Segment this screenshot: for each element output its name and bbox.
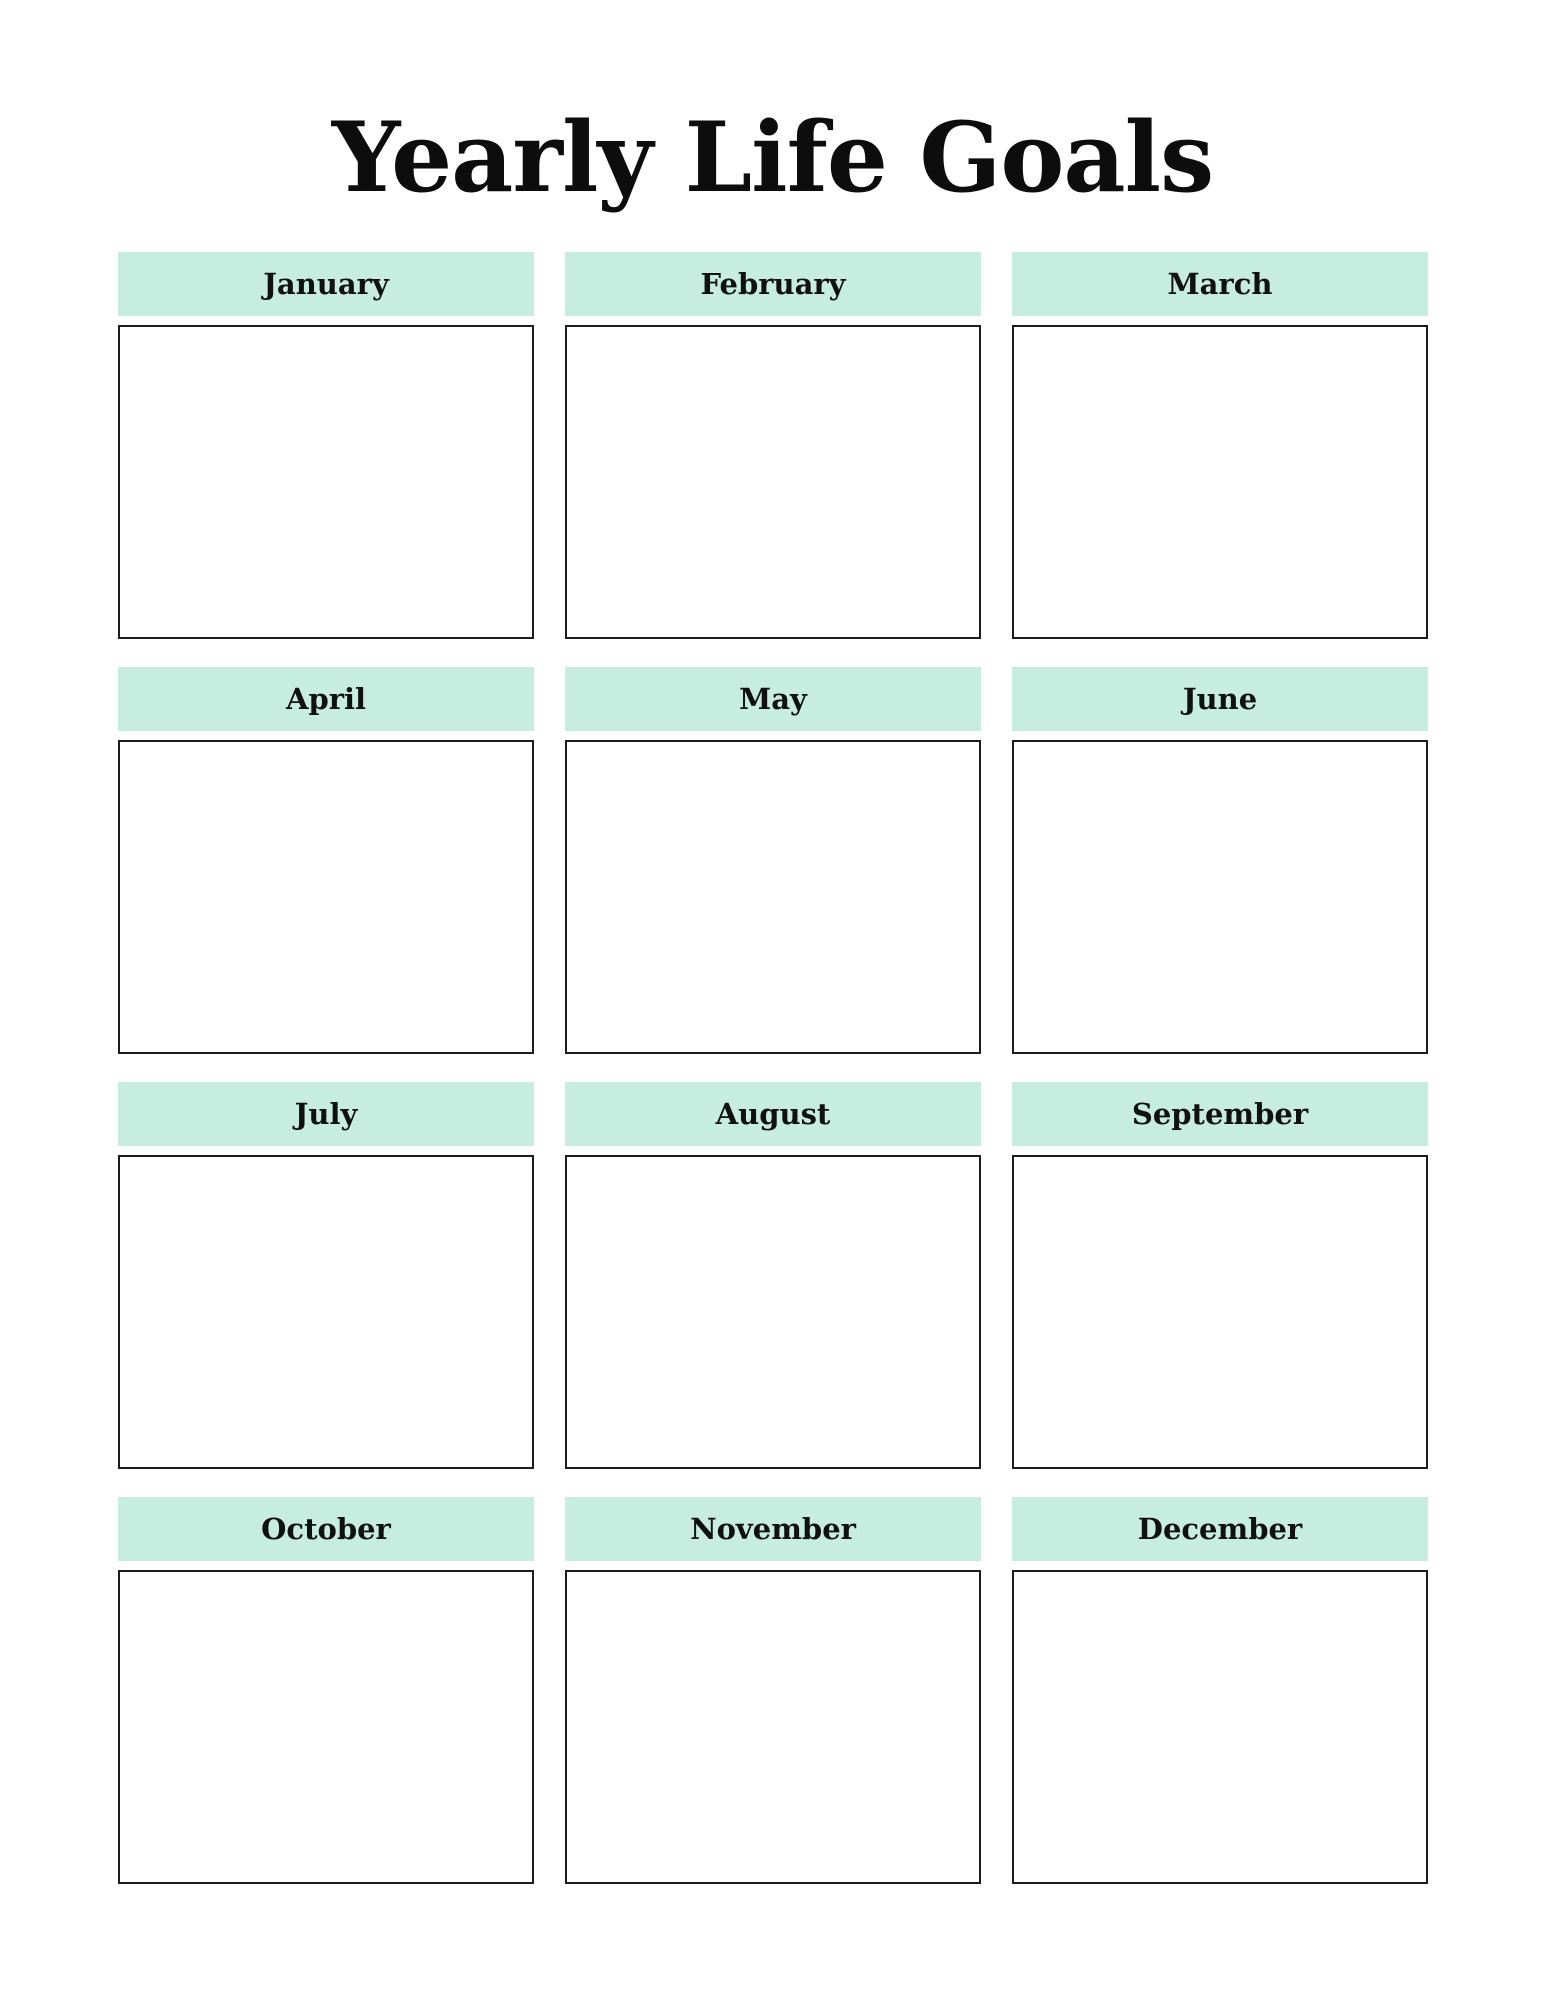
goal-box-may[interactable] — [565, 740, 981, 1054]
month-card-october — [118, 1497, 534, 1884]
goal-box-july[interactable] — [118, 1155, 534, 1469]
month-label: February — [700, 266, 846, 301]
goal-box-february[interactable] — [565, 325, 981, 639]
month-header — [565, 667, 981, 731]
month-header — [1012, 1082, 1428, 1146]
month-header — [565, 252, 981, 316]
month-label: May — [739, 681, 807, 716]
month-header — [1012, 252, 1428, 316]
month-label: December — [1137, 1511, 1303, 1546]
month-card-november — [565, 1497, 981, 1884]
month-label: November — [690, 1511, 856, 1546]
month-label: August — [715, 1096, 831, 1131]
month-header — [1012, 667, 1428, 731]
month-label: October — [261, 1511, 391, 1546]
goal-box-june[interactable] — [1012, 740, 1428, 1054]
month-card-february — [565, 252, 981, 639]
goal-box-october[interactable] — [118, 1570, 534, 1884]
month-header — [565, 1082, 981, 1146]
month-header — [118, 1082, 534, 1146]
month-label: June — [1182, 681, 1258, 716]
goal-box-september[interactable] — [1012, 1155, 1428, 1469]
month-header — [118, 252, 534, 316]
goal-box-march[interactable] — [1012, 325, 1428, 639]
month-card-january — [118, 252, 534, 639]
goal-box-december[interactable] — [1012, 1570, 1428, 1884]
month-card-august — [565, 1082, 981, 1469]
month-label: March — [1167, 266, 1273, 301]
goal-box-august[interactable] — [565, 1155, 981, 1469]
month-card-may — [565, 667, 981, 1054]
month-card-june — [1012, 667, 1428, 1054]
month-card-december — [1012, 1497, 1428, 1884]
month-card-july — [118, 1082, 534, 1469]
goal-box-november[interactable] — [565, 1570, 981, 1884]
goal-box-january[interactable] — [118, 325, 534, 639]
month-label: July — [294, 1096, 358, 1131]
month-label: April — [285, 681, 367, 716]
month-header — [118, 667, 534, 731]
month-card-april — [118, 667, 534, 1054]
month-header — [565, 1497, 981, 1561]
month-header — [118, 1497, 534, 1561]
month-card-march — [1012, 252, 1428, 639]
month-label: January — [263, 266, 389, 301]
goal-box-april[interactable] — [118, 740, 534, 1054]
month-card-september — [1012, 1082, 1428, 1469]
month-header — [1012, 1497, 1428, 1561]
months-grid — [118, 252, 1428, 1884]
month-label: September — [1131, 1096, 1309, 1131]
page-title: Yearly Life Goals — [331, 101, 1214, 214]
